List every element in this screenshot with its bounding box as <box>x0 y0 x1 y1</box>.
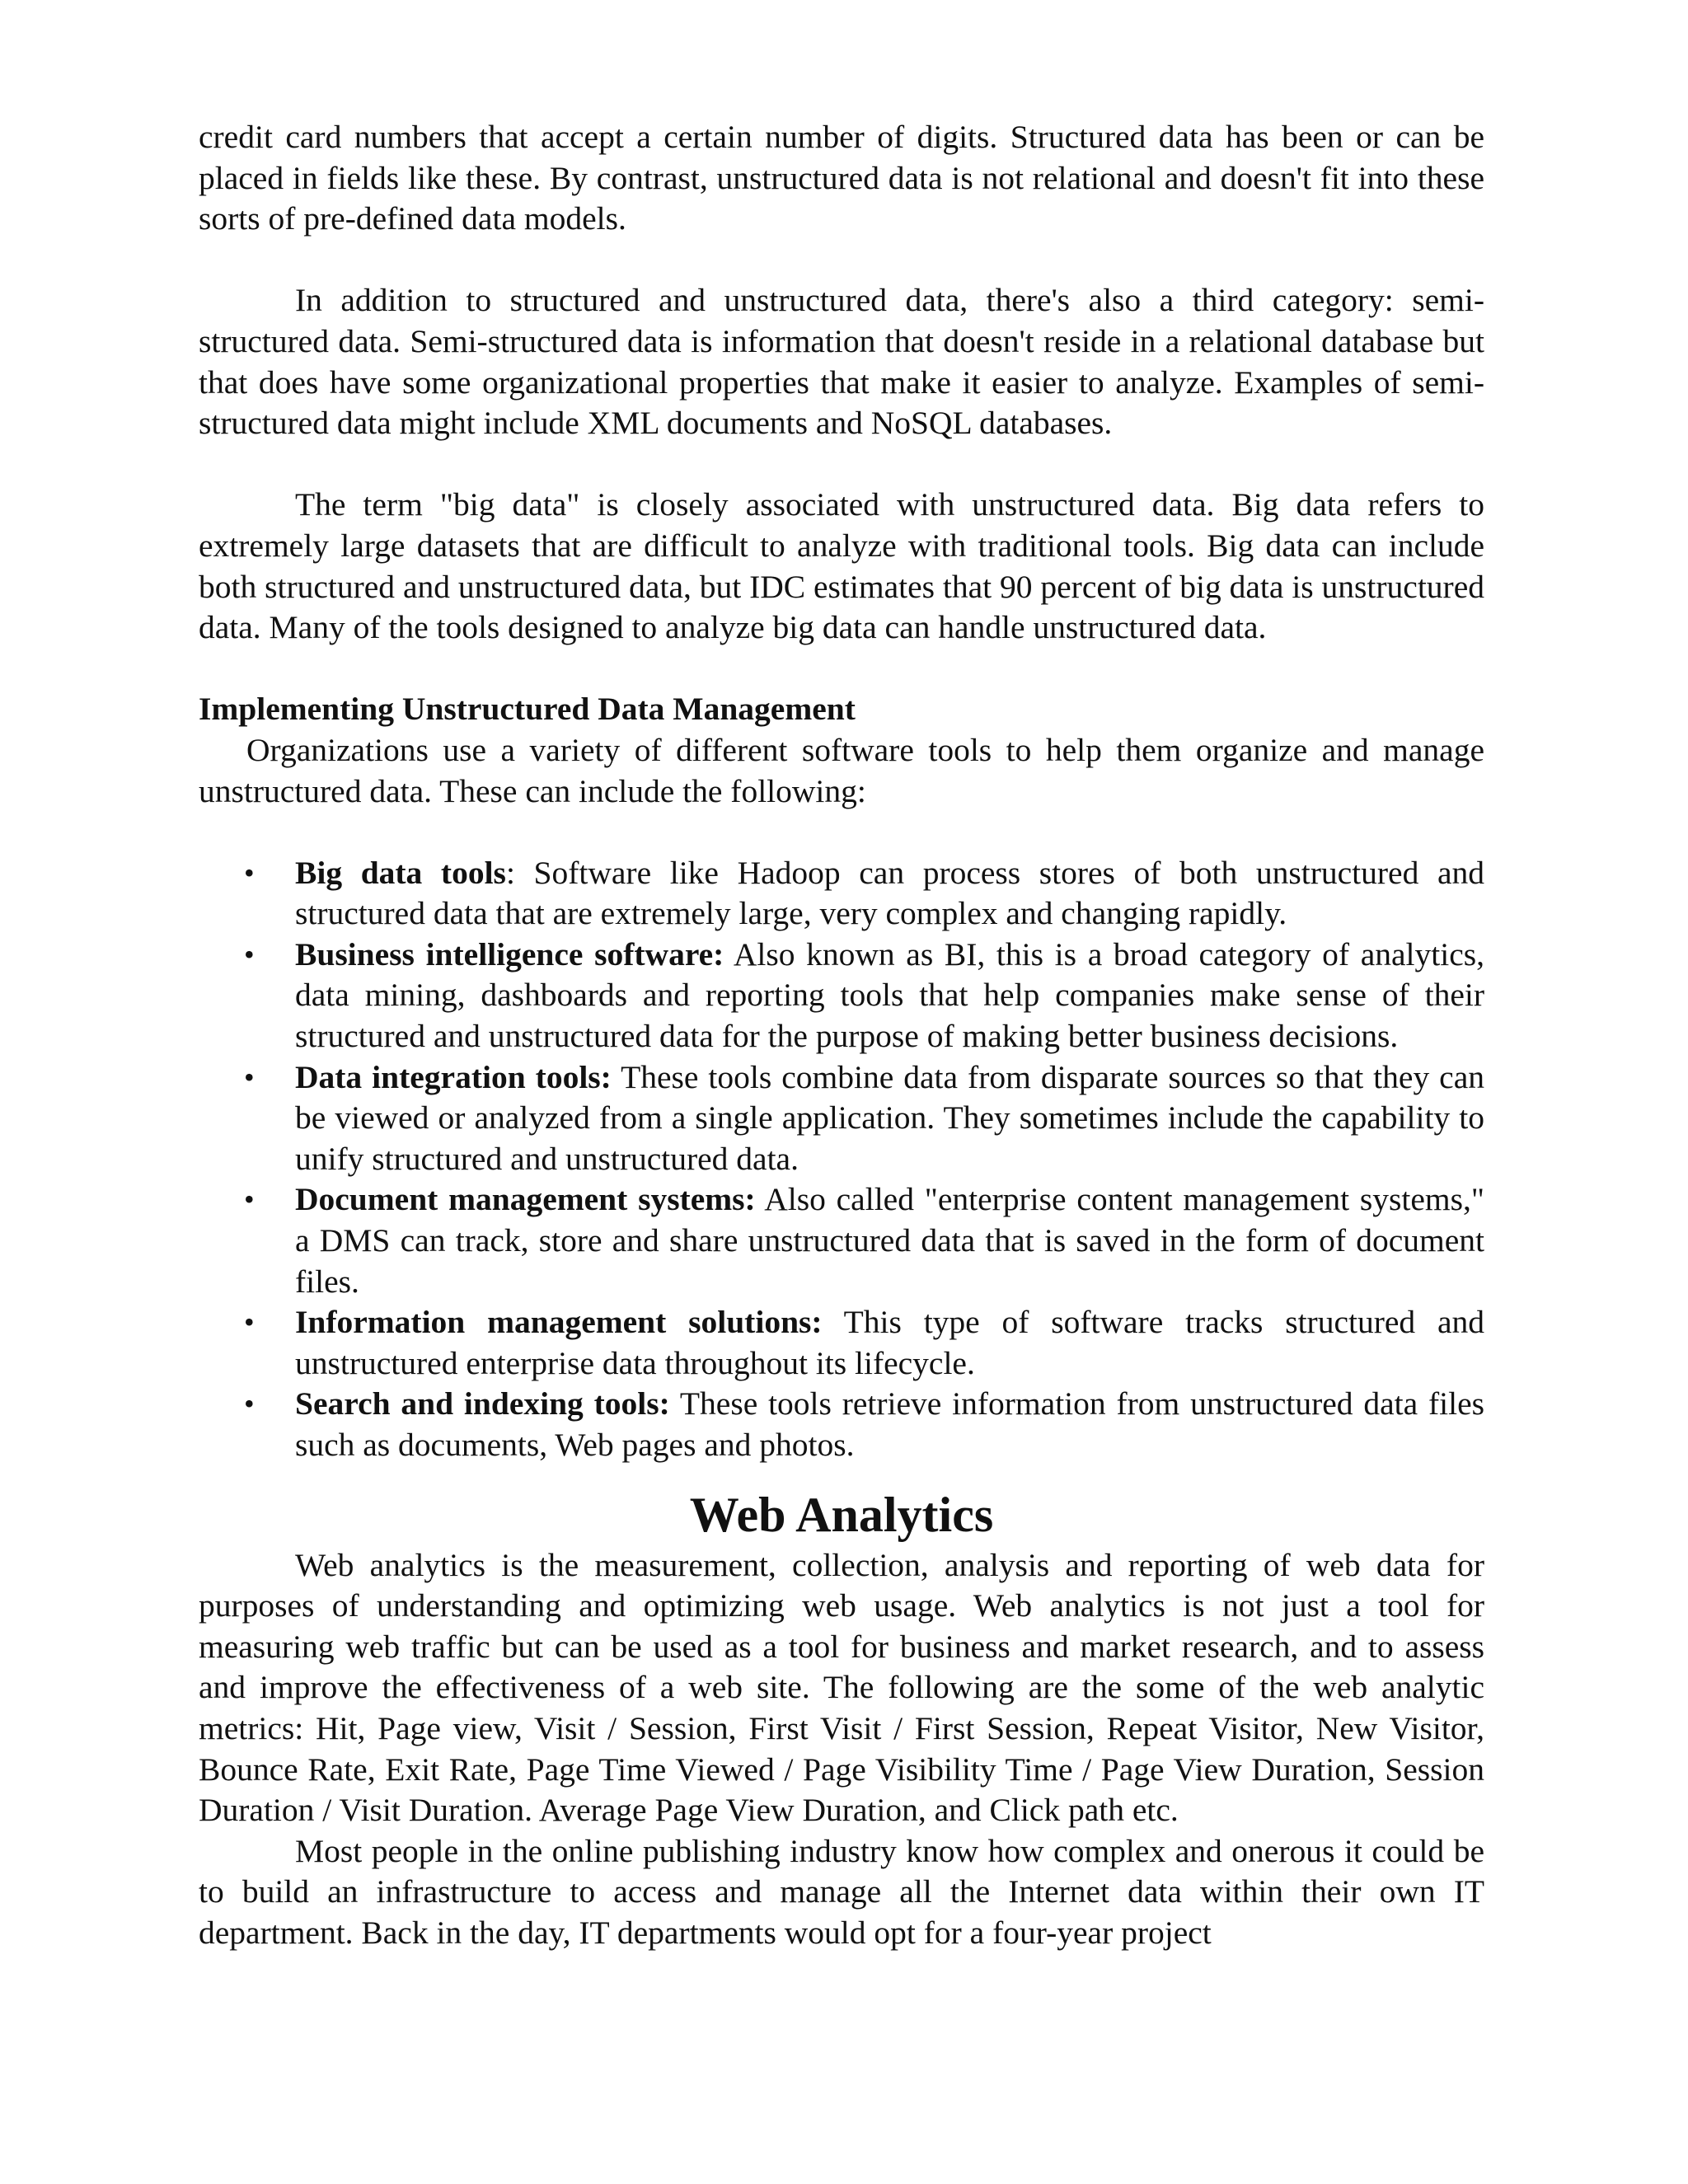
paragraph-structured-data: credit card numbers that accept a certain number of digits. Structured data has been or can be placed in fields like these. By contrast, unstructured data is not relational and doesn't fit into these sorts of pre-defined data models. <box>199 119 1484 237</box>
section-title-web-analytics: Web Analytics <box>689 1487 994 1542</box>
paragraph-semi-structured-data: In addition to structured and unstructured data, there's also a third category: semi-structured data. Semi-structured data is information that doesn't reside in a relational database but that does have some organizational properties that make it easier to analyze. Examples of semi-structured data might include XML documents and NoSQL databases. <box>199 282 1484 442</box>
list-item-term: Data integration tools: <box>295 1058 612 1095</box>
list-item-text: : Software like Hadoop can process stores of both unstructured and structured data that are extremely large, very complex and changing rapidly. <box>295 854 1484 932</box>
list-item-term: Search and indexing tools: <box>295 1385 670 1422</box>
list-item <box>295 853 1484 935</box>
list-item-term: Business intelligence software: <box>295 935 724 972</box>
list-item <box>295 1179 1484 1302</box>
paragraph-online-publishing: Most people in the online publishing industry know how complex and onerous it could be to build an infrastructure to access and manage all the Internet data within their own IT department. Back in the day, IT departments would opt for a four-year project <box>199 1832 1484 1951</box>
list-item <box>295 1384 1484 1465</box>
tools-list <box>199 853 1484 1466</box>
list-item-text: Also called "enterprise content management systems," a DMS can track, store and share unstructured data that is saved in the form of document files. <box>295 1181 1485 1300</box>
subheading-implementing: Implementing Unstructured Data Management <box>199 691 856 728</box>
document-page <box>199 117 1484 1954</box>
list-item-text: These tools retrieve information from unstructured data files such as documents, Web pages and photos. <box>295 1385 1484 1463</box>
list-item-text: These tools combine data from disparate sources so that they can be viewed or analyzed from a single application. They sometimes include the capability to unify structured and unstructured data. <box>295 1058 1484 1177</box>
list-item-term: Big data tools <box>295 854 506 891</box>
list-item-term: Information management solutions: <box>295 1304 823 1341</box>
list-item <box>295 1057 1484 1180</box>
list-item <box>295 935 1484 1057</box>
list-item-text: Also known as BI, this is a broad category of analytics, data mining, dashboards and reporting tools that help companies make sense of their structured and unstructured data for the purpose of making better business decisions. <box>295 935 1484 1055</box>
paragraph-web-analytics: Web analytics is the measurement, collection, analysis and reporting of web data for purposes of understanding and optimizing web usage. Web analytics is not just a tool for measuring web traffic but can be used as a tool for business and market research, and to assess and improve the effectiveness of a web site. The following are the some of the web analytic metrics: Hit, Page view, Visit / Session, First Visit / First Session, Repeat Visitor, New Visitor, Bounce Rate, Exit Rate, Page Time Viewed / Page Visibility Time / Page View Duration, Session Duration / Visit Duration. Average Page View Duration, and Click path etc. <box>199 1546 1484 1829</box>
paragraph-big-data: The term "big data" is closely associated with unstructured data. Big data refers to extremely large datasets that are difficult to analyze with traditional tools. Big data can include both structured and unstructured data, but IDC estimates that 90 percent of big data is unstructured data. Many of the tools designed to analyze big data can handle unstructured data. <box>199 486 1484 646</box>
paragraph-organizations: Organizations use a variety of different software tools to help them organize and manage unstructured data. These can include the following: <box>199 731 1484 809</box>
list-item-text: This type of software tracks structured and unstructured enterprise data throughout its lifecycle. <box>295 1304 1484 1381</box>
list-item-term: Document management systems: <box>295 1181 756 1218</box>
list-item <box>295 1302 1484 1384</box>
